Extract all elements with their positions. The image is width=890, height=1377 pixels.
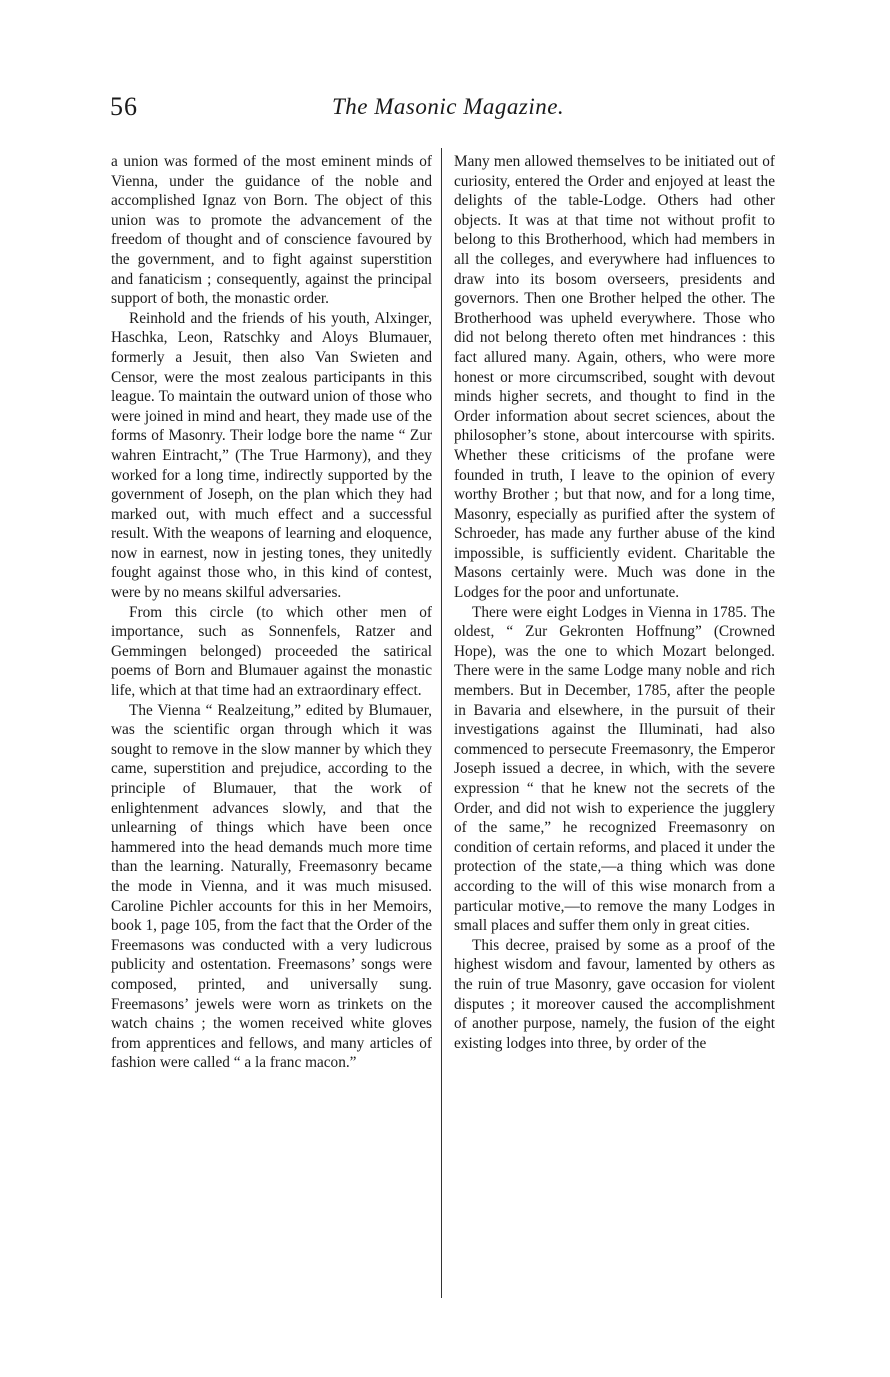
left-paragraph-2: Reinhold and the friends of his youth, Alxinger, Haschka, Leon, Ratschky and Aloys Blumauer, formerly a Jesuit, then also Van Swieten and Censor, were the most zealous participants in this league. To maintain the outward union of those who were joined in mind and heart, they made use of the forms of Masonry. Their lodge bore the name “ Zur wahren Eintracht,” (The True Harmony), and they worked for a long time, indirectly supported by the government of Joseph, on the plan which they had marked out, with much effect and a successful result. With the weapons of learning and eloquence, now in earnest, now in jesting tones, they unitedly fought against those who, in this kind of contest, were by no means skilful adversaries. [111, 309, 432, 602]
right-column [454, 152, 775, 1053]
left-paragraph-4: The Vienna “ Realzeitung,” edited by Blumauer, was the scientific organ through which it was sought to remove in the slow manner by which they came, superstition and prejudice, according to the principle of Blumauer, that the work of enlightenment advances slowly, and that the unlearning of things which have been once hammered into the head demands much more time than the learning. Naturally, Freemasonry became the mode in Vienna, and it was much misused. Caroline Pichler accounts for this in her Memoirs, book 1, page 105, from the fact that the Order of the Freemasons was conducted with a very ludicrous publicity and ostentation. Freemasons’ songs were composed, printed, and universally sung. Freemasons’ jewels were worn as trinkets on the watch chains ; the women received white gloves from apprentices and fellows, and many articles of fashion were called “ a la franc macon.” [111, 701, 432, 1072]
right-paragraph-2: There were eight Lodges in Vienna in 1785. The oldest, “ Zur Gekronten Hoffnung” (Crowned Hope), was the one to which Mozart belonged. There were in the same Lodge many noble and rich members. But in December, 1785, after the people in Bavaria and elsewhere, in the pursuit of their investigations against the Illuminati, had also commenced to persecute Freemasonry, the Emperor Joseph issued a decree, in which, with the severe expression “ that he knew not the secrets of the Order, and did not wish to experience the jugglery of the same,” he recognized Freemasonry on condition of certain reforms, and placed it under the protection of the state,—a thing which was done according to the will of this wise monarch from a particular motive,—to remove the many Lodges in small places and suffer them only in great cities. [454, 603, 775, 935]
column-divider [441, 148, 442, 1298]
left-paragraph-3: From this circle (to which other men of importance, such as Sonnenfels, Ratzer and Gemmingen belonged) proceeded the satirical poems of Born and Blumauer against the monastic life, which at that time had an extraordinary effect. [111, 603, 432, 700]
page-header [110, 92, 780, 132]
left-column [111, 152, 432, 1073]
right-paragraph-1: Many men allowed themselves to be initiated out of curiosity, entered the Order and enjoyed at least the delights of the table-Lodge. Others had other objects. It was at that time not without profit to belong to this Brotherhood, which had members in all the colleges, and everywhere had influences to draw into its bosom overseers, presidents and governors. Then one Brother helped the other. The Brotherhood was upheld everywhere. Those who did not belong thereto often met hindrances : this fact allured many. Again, others, who were more honest or more circumscribed, sought with devout minds higher secrets, and thought to find in the Order information about secret sciences, about the philosopher’s stone, about intercourse with spirits. Whether these criticisms of the profane were founded in truth, I leave to the opinion of every worthy Brother ; but that now, and for a long time, Masonry, especially as purified after the system of Schroeder, has made any further abuse of the kind impossible, is sufficiently evident. Charitable the Masons certainly were. Much was done in the Lodges for the poor and unfortunate. [454, 153, 775, 602]
right-paragraph-3: This decree, praised by some as a proof of the highest wisdom and favour, lamented by others as the ruin of true Masonry, gave occasion for violent disputes ; it moreover caused the accomplishment of another purpose, namely, the fusion of the eight existing lodges into three, by order of the [454, 936, 775, 1052]
page-number: 56 [110, 92, 138, 121]
left-paragraph-1: a union was formed of the most eminent minds of Vienna, under the guidance of the noble and accomplished Ignaz von Born. The object of this union was to promote the advancement of the freedom of thought and of conscience favoured by the government, and to fight against superstition and fanaticism ; consequently, against the principal support of both, the monastic order. [111, 153, 432, 308]
running-title: The Masonic Magazine. [332, 94, 565, 119]
